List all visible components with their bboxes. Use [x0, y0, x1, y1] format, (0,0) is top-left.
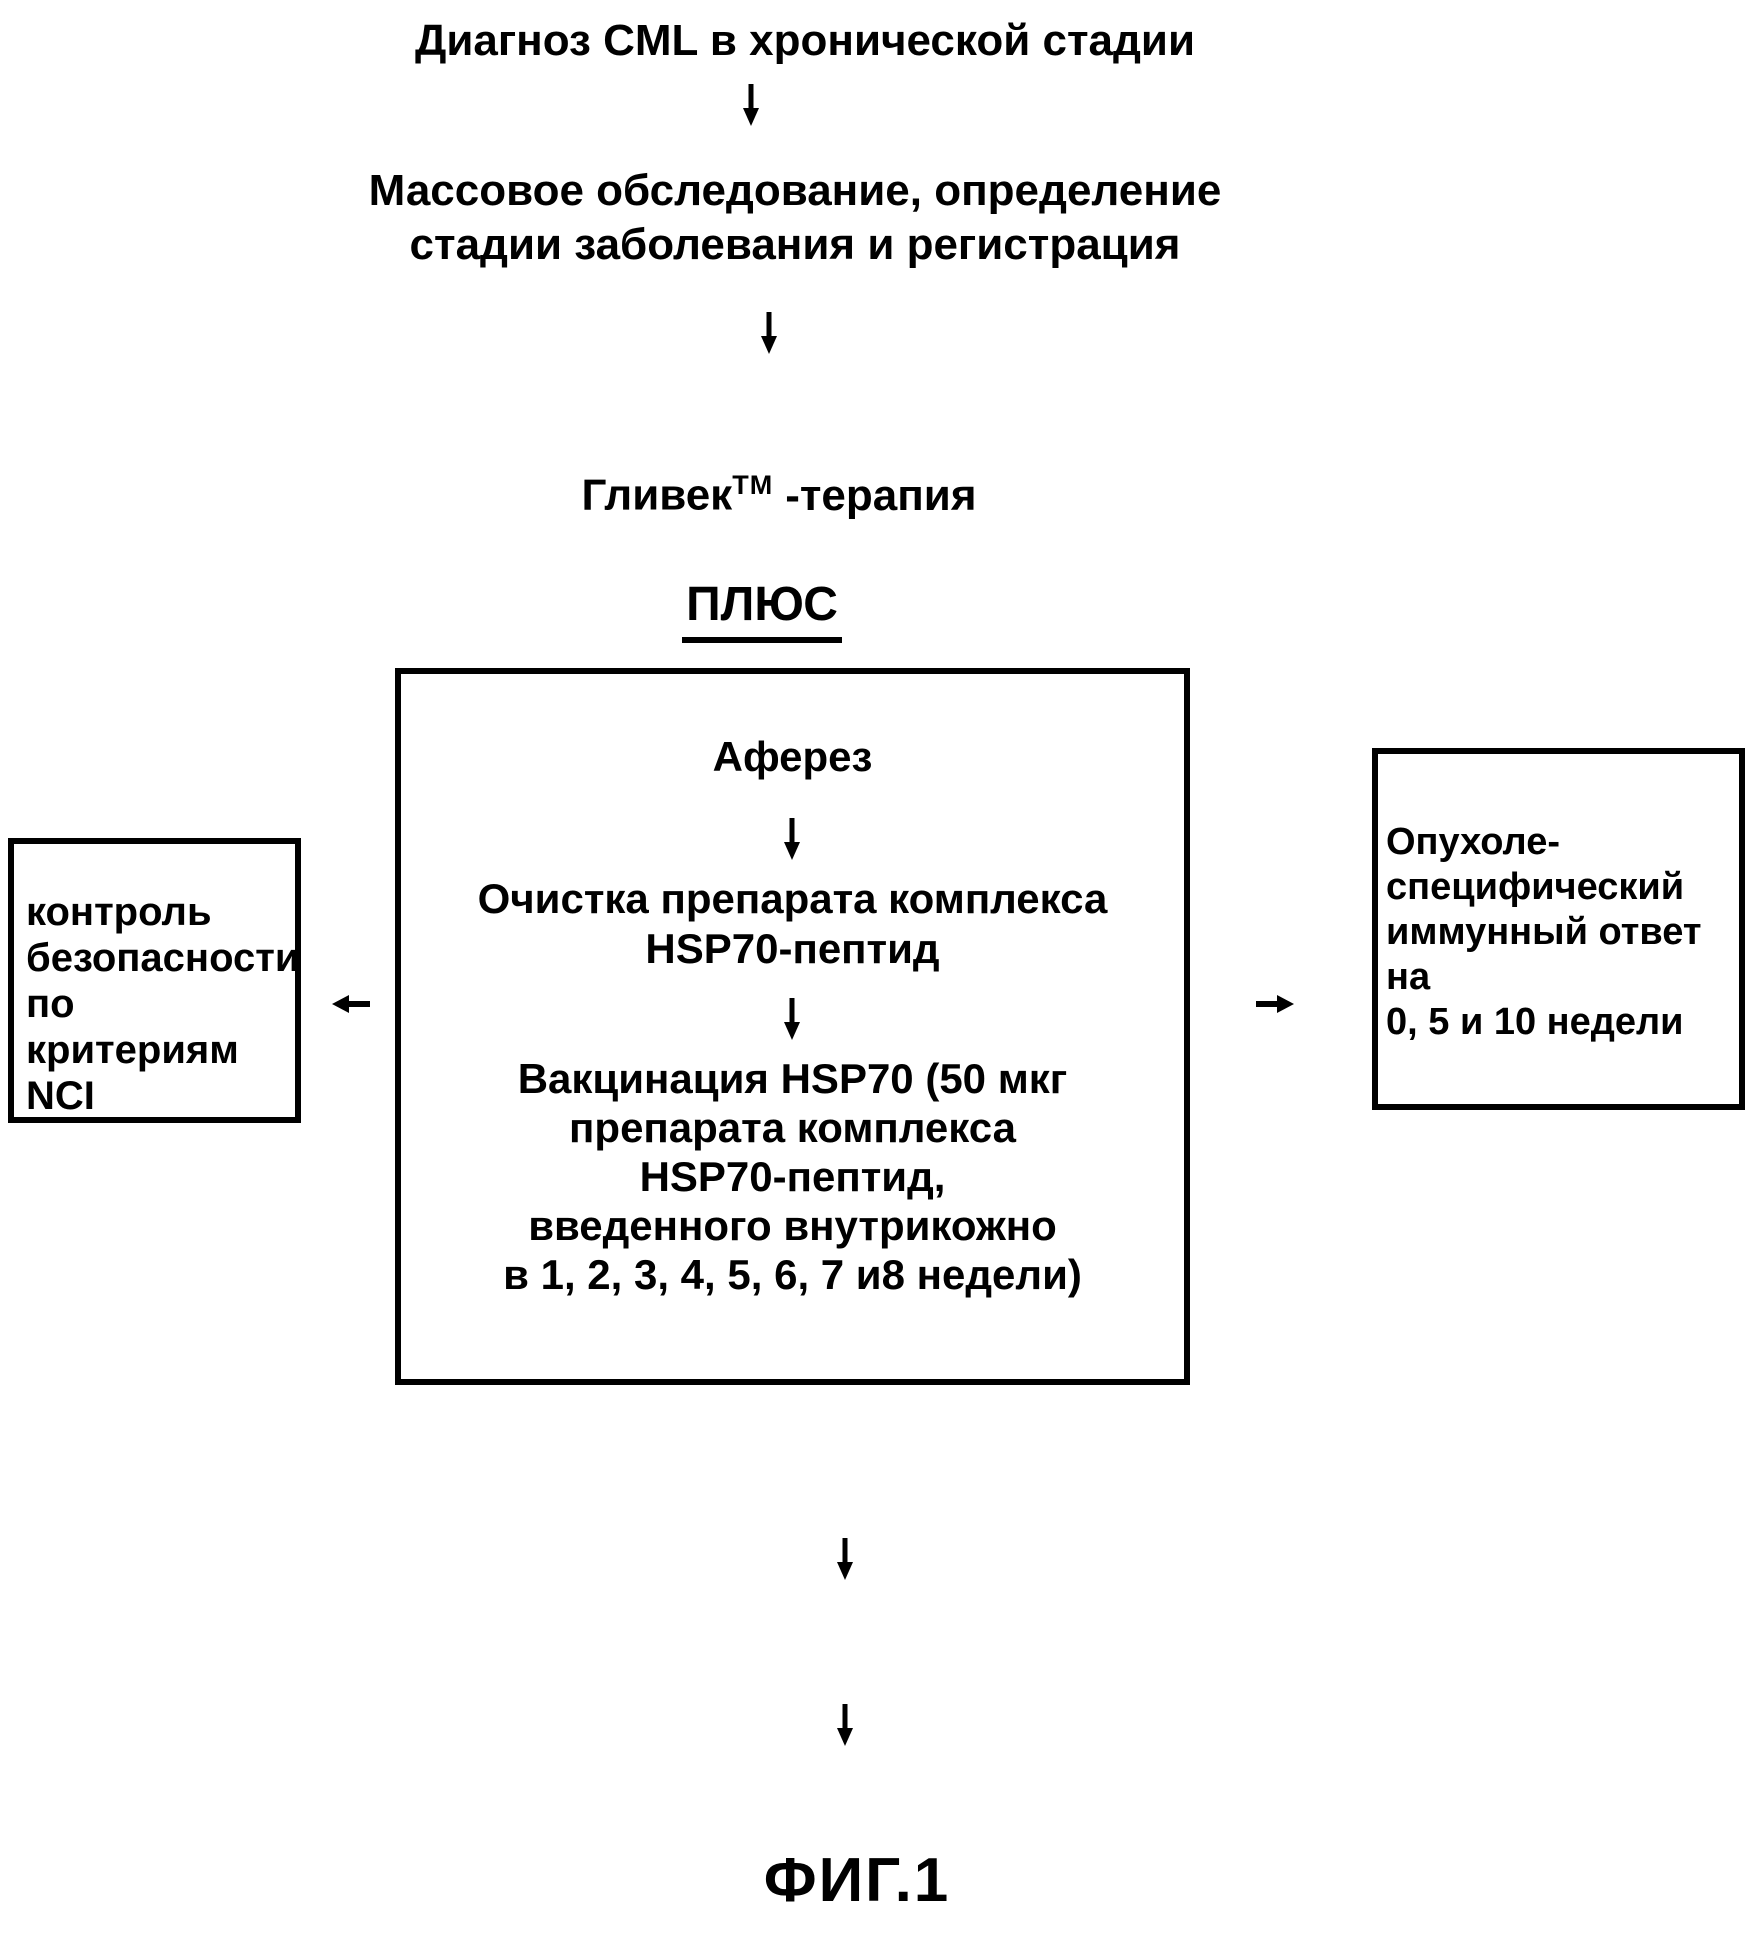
arrow-left-icon [330, 991, 374, 1017]
arrow-down-icon [739, 82, 763, 126]
arrow-down-icon [780, 996, 804, 1040]
plus-label: ПЛЮС [682, 578, 842, 643]
arrow-right-icon [1252, 991, 1296, 1017]
arrow-down-icon [757, 310, 781, 354]
trademark-superscript: TM [732, 470, 774, 500]
box-step-purification: Очистка препарата комплекса HSP70-пептид [477, 875, 1108, 972]
arrow-down-icon [833, 1702, 857, 1746]
plus-label-row [262, 524, 1262, 643]
box-step-vaccination: Вакцинация HSP70 (50 мкг препарата комплекса HSP70-пептид, введенного внутрикожно в 1, 2, 3, 4, 5, 6, 7 и8 недели) [503, 1055, 1082, 1298]
glivec-brand-label: Гливек [581, 470, 733, 520]
arrow-down-icon [833, 1536, 857, 1580]
safety-control-box: контроль безопасности по критериям NCI [8, 838, 301, 1123]
figure-label: ФИГ.1 [763, 1846, 951, 1915]
immune-response-box: Опухоле- специфический иммунный ответ на 0, 5 и 10 недели [1372, 748, 1745, 1110]
flow-step-diagnosis: Диагноз CML в хронической стадии [414, 16, 1196, 65]
glivec-therapy-suffix: -терапия [785, 470, 977, 520]
arrow-down-icon [780, 816, 804, 860]
flow-step-glivec-therapy [279, 404, 1279, 523]
flow-step-screening: Массовое обследование, определение стадии заболевания и регистрация [368, 166, 1222, 269]
box-step-apheresis: Аферез [712, 733, 873, 780]
